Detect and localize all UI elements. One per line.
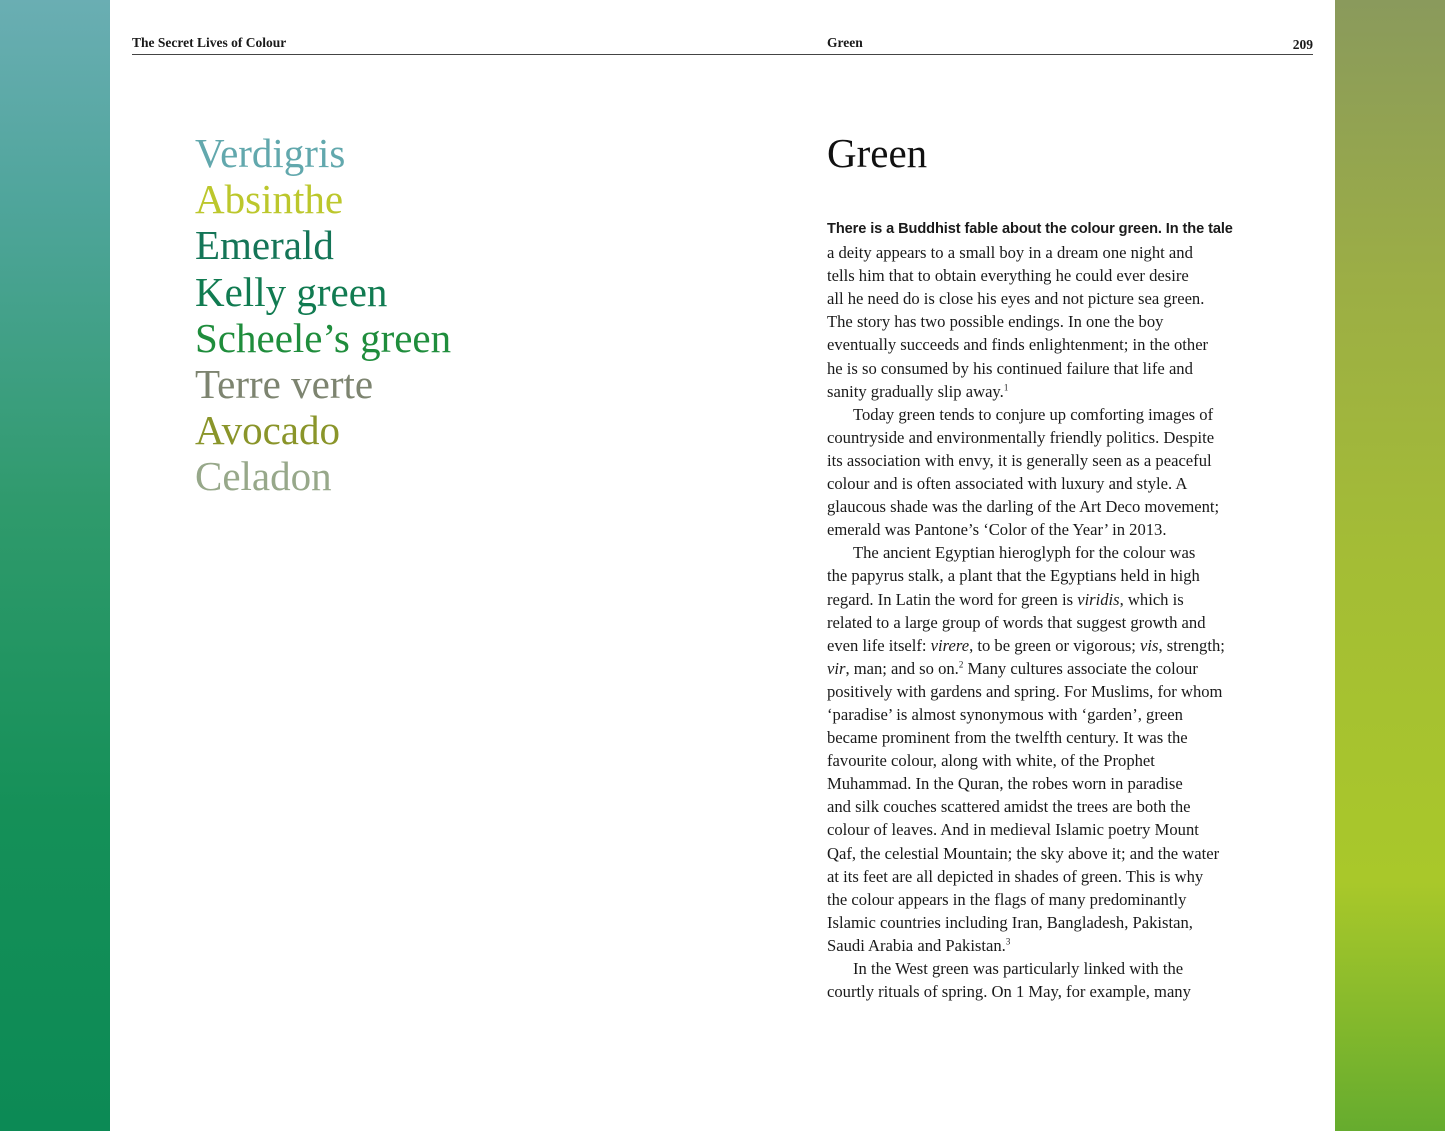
body-line: [827, 957, 1267, 980]
body-line: [827, 842, 1267, 865]
footnote-marker: 3: [1005, 936, 1011, 947]
chapter-title: Green: [827, 130, 928, 176]
text-run: countryside and environmentally friendly politics. Despite: [827, 427, 1215, 447]
text-run: related to a large group of words that suggest growth and: [827, 612, 1206, 632]
text-run: The ancient Egyptian hieroglyph for the colour was: [853, 543, 1196, 563]
text-run: even life itself:: [827, 635, 931, 655]
body-line: [827, 911, 1267, 934]
body-line: [827, 264, 1267, 287]
body-line: [827, 241, 1267, 264]
body-line: [827, 403, 1267, 426]
body-line: [827, 611, 1267, 634]
text-run: positively with gardens and spring. For Muslims, for whom: [827, 681, 1223, 701]
text-run: emerald was Pantone’s ‘Color of the Year’ in 2013.: [827, 520, 1167, 540]
text-run: its association with envy, it is generally seen as a peaceful: [827, 450, 1212, 470]
text-run: Qaf, the celestial Mountain; the sky above it; and the water: [827, 843, 1220, 863]
text-run: , strength;: [1158, 635, 1225, 655]
text-run: courtly rituals of spring. On 1 May, for example, many: [827, 982, 1191, 1002]
text-run: , which is: [1119, 589, 1184, 609]
colour-name-item: Absinthe: [195, 176, 344, 223]
body-line: [827, 726, 1267, 749]
text-run: at its feet are all depicted in shades of green. This is why: [827, 866, 1204, 886]
colour-name-item: Verdigris: [195, 130, 346, 176]
text-run: the papyrus stalk, a plant that the Egyptians held in high: [827, 566, 1200, 586]
body-line: [827, 449, 1267, 472]
text-run: Today green tends to conjure up comforting images of: [853, 404, 1214, 424]
text-run: tells him that to obtain everything he could ever desire: [827, 266, 1189, 286]
body-line: [827, 495, 1267, 518]
colour-name-item: Avocado: [195, 407, 340, 454]
text-run: Many cultures associate the colour: [963, 658, 1198, 678]
text-run: Muhammad. In the Quran, the robes worn in paradise: [827, 774, 1183, 794]
colour-name-item: Celadon: [195, 453, 332, 500]
text-run: he is so consumed by his continued failure that life and: [827, 358, 1193, 378]
body-line: [827, 564, 1267, 587]
text-run: all he need do is close his eyes and not picture sea green.: [827, 289, 1205, 309]
colour-name-item: Terre verte: [195, 361, 374, 408]
text-run: sanity gradually slip away.: [827, 381, 1004, 401]
colour-name-item: Scheele’s green: [195, 314, 452, 361]
text-run: Islamic countries including Iran, Bangladesh, Pakistan,: [827, 912, 1193, 932]
body-line: [827, 472, 1267, 495]
text-run: , to be green or vigorous;: [969, 635, 1141, 655]
text-run: colour of leaves. And in medieval Islamic poetry Mount: [827, 820, 1199, 840]
running-head: [132, 33, 1313, 55]
text-run: favourite colour, along with white, of the Prophet: [827, 751, 1155, 771]
italic-word: vis: [1140, 635, 1159, 655]
book-page: [110, 0, 1335, 1131]
body-line: [827, 980, 1267, 1003]
body-line: [827, 888, 1267, 911]
left-gradient-edge: [0, 0, 110, 1131]
body-line: [827, 657, 1267, 680]
body-line: [827, 287, 1267, 310]
body-line: [827, 426, 1267, 449]
colour-name-list: [195, 130, 451, 500]
body-line: [827, 380, 1267, 403]
body-line: [827, 865, 1267, 888]
body-line: [827, 749, 1267, 772]
text-run: glaucous shade was the darling of the Art Deco movement;: [827, 497, 1220, 517]
body-line: [827, 680, 1267, 703]
text-run: ‘paradise’ is almost synonymous with ‘garden’, green: [827, 704, 1183, 724]
text-run: the colour appears in the flags of many predominantly: [827, 889, 1187, 909]
footnote-marker: 1: [1003, 382, 1009, 393]
footnote-marker: 2: [958, 659, 964, 670]
body-line: [827, 772, 1267, 795]
text-run: eventually succeeds and finds enlightenment; in the other: [827, 335, 1209, 355]
text-run: In the West green was particularly linked with the: [853, 959, 1184, 978]
text-run: a deity appears to a small boy in a dream one night and: [827, 243, 1193, 263]
body-line: [827, 333, 1267, 356]
colour-name-item: Kelly green: [195, 268, 388, 315]
text-run: There is a Buddhist fable about the colour green. In the tale: [827, 221, 1233, 237]
text-run: became prominent from the twelfth century. It was the: [827, 728, 1188, 748]
text-run: The story has two possible endings. In one the boy: [827, 312, 1164, 332]
right-gradient-edge: [1335, 0, 1445, 1131]
italic-word: viridis: [1077, 589, 1120, 609]
body-line: [827, 310, 1267, 333]
text-run: and silk couches scattered amidst the trees are both the: [827, 797, 1191, 817]
page-number: 209: [1292, 37, 1313, 52]
body-line: [827, 795, 1267, 818]
body-line: [827, 357, 1267, 380]
colour-name-item: Emerald: [195, 222, 334, 269]
body-line: [827, 518, 1267, 541]
running-head-chapter: Green: [827, 35, 863, 50]
body-line: [827, 703, 1267, 726]
text-run: colour and is often associated with luxury and style. A: [827, 474, 1188, 494]
running-head-book-title: The Secret Lives of Colour: [132, 35, 287, 50]
body-line: [827, 818, 1267, 841]
body-text: [827, 218, 1267, 1003]
italic-word: vir: [827, 658, 846, 678]
lead-in-line: [827, 218, 1267, 241]
body-line: [827, 588, 1267, 611]
body-line: [827, 634, 1267, 657]
body-line: [827, 934, 1267, 957]
text-run: Saudi Arabia and Pakistan.: [827, 935, 1006, 955]
body-line: [827, 541, 1267, 564]
text-run: , man; and so on.: [845, 658, 959, 678]
italic-word: virere: [930, 635, 970, 655]
text-run: regard. In Latin the word for green is: [827, 589, 1078, 609]
